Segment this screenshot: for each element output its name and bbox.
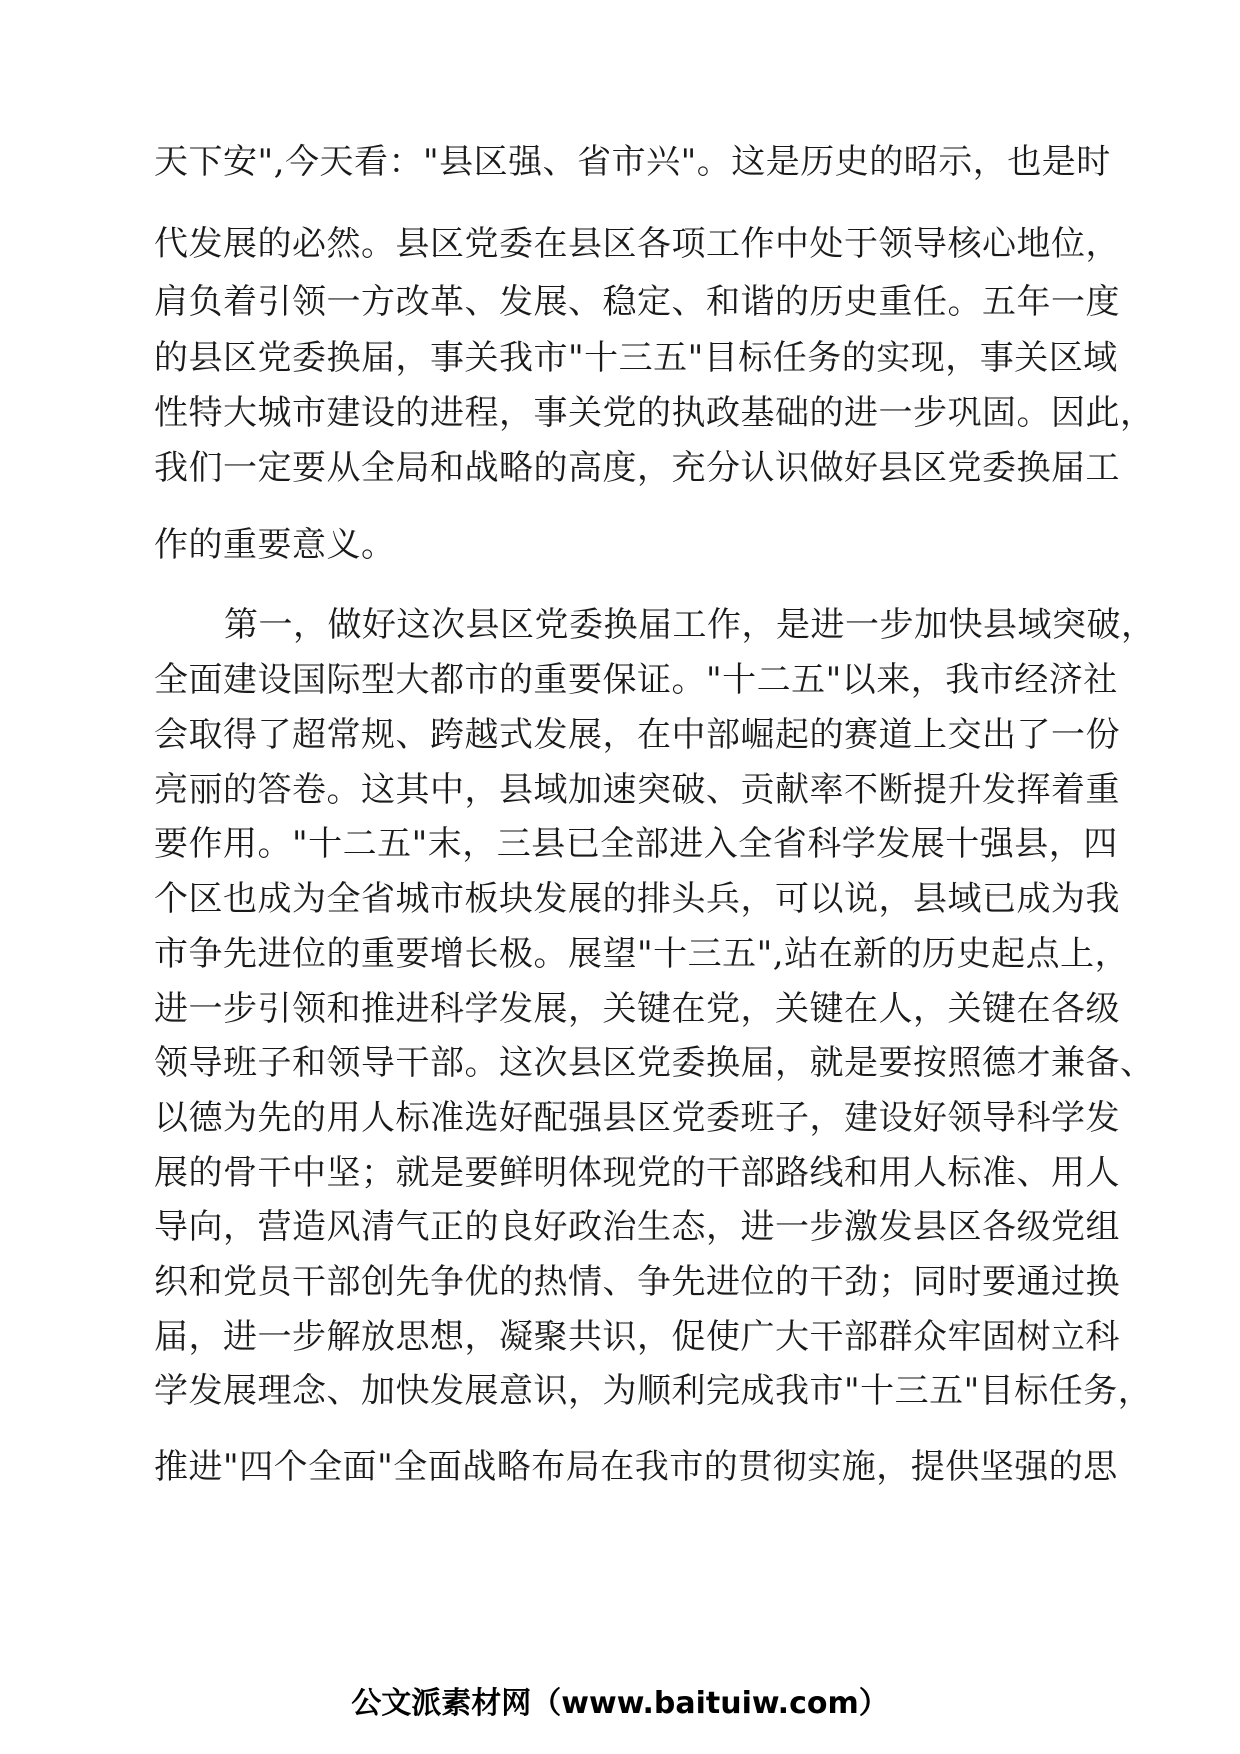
text-line: 推进"四个全面"全面战略布局在我市的贯彻实施，提供坚强的思: [154, 1447, 1118, 1487]
text-line: 作的重要意义。: [154, 525, 396, 565]
text-line: 天下安",今天看："县区强、省市兴"。这是历史的昭示，也是时: [154, 142, 1111, 182]
text-line: 进一步引领和推进科学发展，关键在党，关键在人，关键在各级: [154, 989, 1120, 1029]
text-line: 我们一定要从全局和战略的高度，充分认识做好县区党委换届工: [154, 448, 1120, 488]
text-line: 届，进一步解放思想，凝聚共识，促使广大干部群众牢固树立科: [154, 1317, 1120, 1357]
text-line: 会取得了超常规、跨越式发展，在中部崛起的赛道上交出了一份: [154, 715, 1120, 755]
text-line: 代发展的必然。县区党委在县区各项工作中处于领导核心地位，: [154, 224, 1120, 264]
text-line: 学发展理念、加快发展意识，为顺利完成我市"十三五"目标任务，: [154, 1371, 1153, 1411]
text-line: 市争先进位的重要增长极。展望"十三五",站在新的历史起点上，: [154, 934, 1130, 974]
footer-watermark: 公文派素材网（www.baituiw.com）: [351, 1686, 889, 1721]
text-line: 要作用。"十二五"末，三县已全部进入全省科学发展十强县，四: [154, 824, 1118, 864]
text-line: 性特大城市建设的进程，事关党的执政基础的进一步巩固。因此，: [154, 393, 1155, 433]
text-line: 亮丽的答卷。这其中，县域加速突破、贡献率不断提升发挥着重: [154, 770, 1120, 810]
text-line: 领导班子和领导干部。这次县区党委换届，就是要按照德才兼备、: [154, 1043, 1155, 1083]
text-line: 个区也成为全省城市板块发展的排头兵，可以说，县域已成为我: [154, 879, 1120, 919]
paragraph-first-line: 第一，做好这次县区党委换届工作，是进一步加快县域突破，: [224, 605, 1156, 645]
text-line: 的县区党委换届，事关我市"十三五"目标任务的实现，事关区域: [154, 338, 1118, 378]
text-line: 肩负着引领一方改革、发展、稳定、和谐的历史重任。五年一度: [154, 282, 1120, 322]
text-line: 以德为先的用人标准选好配强县区党委班子，建设好领导科学发: [154, 1098, 1120, 1138]
text-line: 导向，营造风清气正的良好政治生态，进一步激发县区各级党组: [154, 1207, 1120, 1247]
text-line: 织和党员干部创先争优的热情、争先进位的干劲；同时要通过换: [154, 1262, 1120, 1302]
text-line: 展的骨干中坚；就是要鲜明体现党的干部路线和用人标准、用人: [154, 1153, 1120, 1193]
text-line: 全面建设国际型大都市的重要保证。"十二五"以来，我市经济社: [154, 660, 1118, 700]
